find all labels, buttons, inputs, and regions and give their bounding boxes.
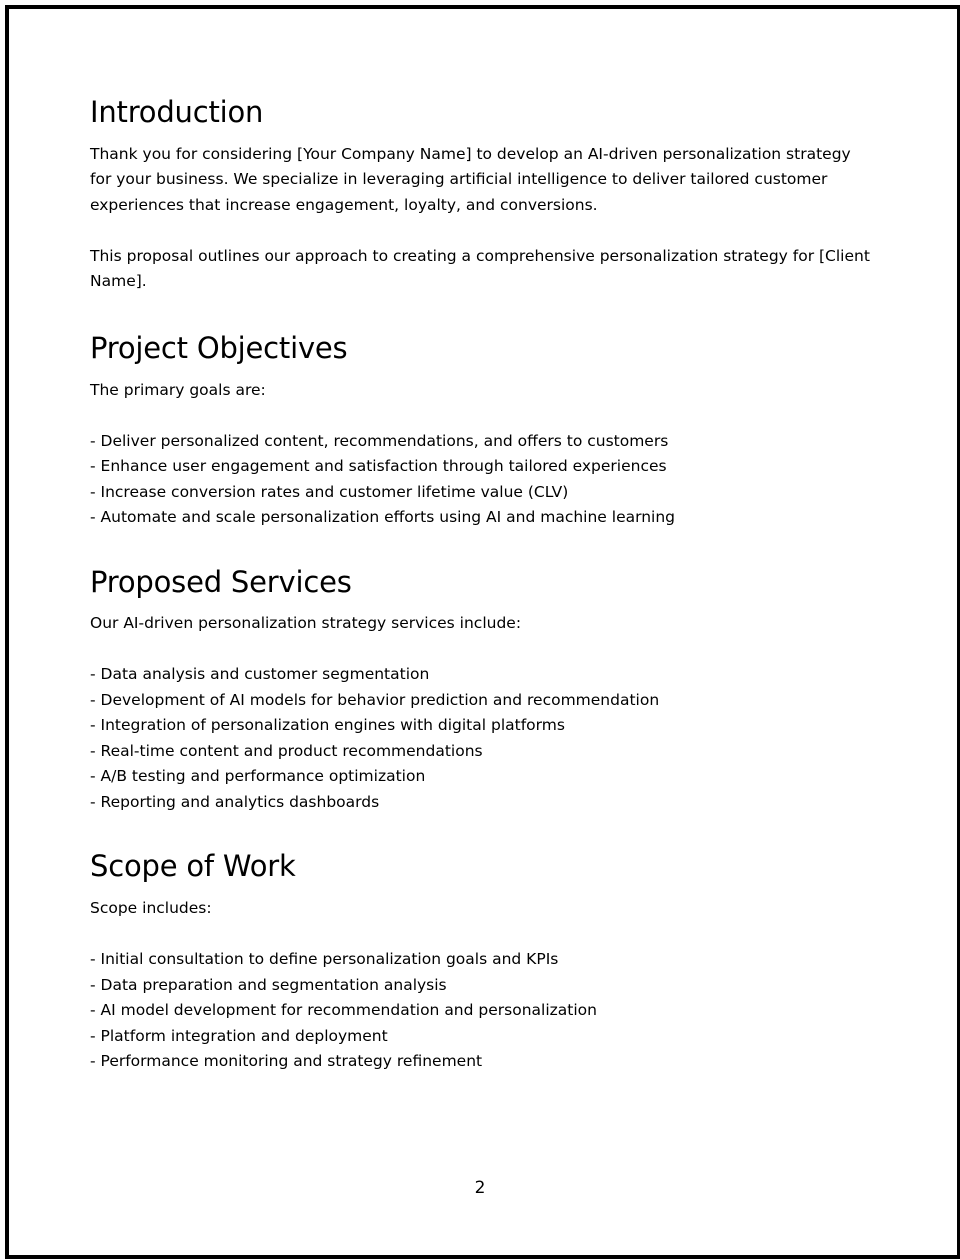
- services-heading: Proposed Services: [90, 564, 352, 599]
- scope-heading: Scope of Work: [90, 849, 296, 884]
- list-item: - Integration of personalization engines with digital platforms: [90, 716, 565, 735]
- list-item: - Data preparation and segmentation analysis: [90, 975, 447, 994]
- introduction-section: [90, 95, 870, 295]
- page-number: 2: [474, 1178, 486, 1198]
- services-intro: Our AI-driven personalization strategy services include:: [90, 614, 522, 633]
- services-section: [90, 565, 870, 816]
- scope-list: [90, 947, 870, 1075]
- objectives-heading: Project Objectives: [90, 330, 348, 365]
- list-item: - Platform integration and deployment: [90, 1026, 388, 1045]
- introduction-paragraph: Thank you for considering [Your Company Name] to develop an AI-driven personalization strategy for your business. We specialize in leveraging artificial intelligence to deliver tailored customer experiences that increase engagement, loyalty, and conversions.: [90, 144, 851, 214]
- list-item: - Data analysis and customer segmentation: [90, 665, 430, 684]
- list-item: - Reporting and analytics dashboards: [90, 792, 380, 811]
- services-list: [90, 662, 870, 815]
- list-item: - Performance monitoring and strategy refinement: [90, 1052, 483, 1071]
- scope-intro: Scope includes:: [90, 899, 212, 918]
- list-item: - Development of AI models for behavior prediction and recommendation: [90, 690, 660, 709]
- list-item: - Deliver personalized content, recommendations, and offers to customers: [90, 431, 669, 450]
- list-item: - Increase conversion rates and customer lifetime value (CLV): [90, 482, 569, 501]
- document-body: [90, 95, 870, 1109]
- list-item: - Initial consultation to define personalization goals and KPIs: [90, 950, 559, 969]
- introduction-heading: Introduction: [90, 95, 264, 129]
- list-item: - AI model development for recommendation and personalization: [90, 1001, 597, 1020]
- introduction-paragraph: This proposal outlines our approach to creating a comprehensive personalization strategy for [Client Name].: [90, 246, 870, 291]
- objectives-section: [90, 331, 870, 531]
- list-item: - Real-time content and product recommendations: [90, 741, 483, 760]
- list-item: - Automate and scale personalization efforts using AI and machine learning: [90, 508, 675, 527]
- objectives-intro: The primary goals are:: [90, 380, 266, 399]
- objectives-list: [90, 429, 870, 531]
- scope-section: [90, 849, 870, 1074]
- list-item: - Enhance user engagement and satisfaction through tailored experiences: [90, 457, 667, 476]
- list-item: - A/B testing and performance optimization: [90, 767, 426, 786]
